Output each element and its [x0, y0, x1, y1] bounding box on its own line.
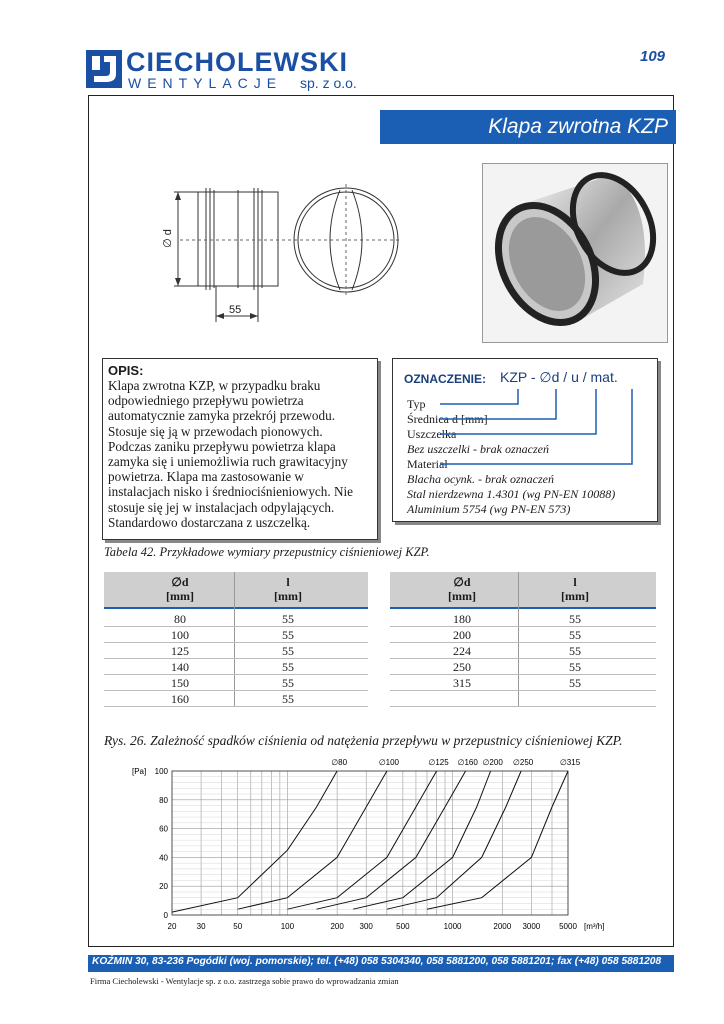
x-tick-label: 200: [330, 922, 344, 931]
designation-item: Materiał: [407, 457, 448, 471]
y-tick-label: 60: [159, 824, 168, 834]
table-cell: 55: [569, 660, 581, 674]
table-left-header-rule: [104, 607, 368, 609]
table-cell: 200: [453, 628, 471, 642]
table-row-divider: [104, 626, 368, 627]
designation-item: Stal nierdzewna 1.4301 (wg PN-EN 10088): [407, 487, 616, 501]
description-heading: OPIS:: [108, 363, 144, 378]
diameter-label: ∅ d: [161, 229, 174, 248]
designation-item: Aluminium 5754 (wg PN-EN 573): [407, 502, 571, 516]
table-row-divider: [104, 706, 368, 707]
table-left-col2-header: l [mm]: [274, 575, 302, 603]
series-label: ∅125: [428, 758, 449, 767]
description-line: instalacjach nisko i średniociśnieniowych. Nie: [108, 484, 354, 500]
designation-item: Uszczelka: [407, 427, 457, 441]
footer-contact: KOŹMIN 30, 83-236 Pogódki (woj. pomorskie); tel. (+48) 058 5304340, 058 5881200, 058 5881201; fax (+48) 058 5881208: [92, 956, 662, 967]
table-cell: 55: [569, 676, 581, 690]
table-cell: 55: [282, 628, 294, 642]
table-cell: 100: [171, 628, 189, 642]
product-photo: [482, 163, 668, 343]
table-cell: 250: [453, 660, 471, 674]
table-right-col1-header: ∅d [mm]: [448, 575, 476, 603]
x-tick-label: 3000: [522, 922, 541, 931]
table-row-divider: [390, 626, 656, 627]
series-line: [172, 771, 337, 912]
description-line: odpowiedniego przepływu powietrza: [108, 393, 304, 409]
table-row-divider: [390, 706, 656, 707]
brand-name: CIECHOLEWSKI: [126, 47, 349, 77]
designation-label: OZNACZENIE:: [404, 372, 486, 386]
table-caption: Tabela 42. Przykładowe wymiary przepustnicy ciśnieniowej KZP.: [104, 545, 430, 559]
series-label: ∅100: [378, 758, 400, 767]
x-tick-label: 300: [359, 922, 373, 931]
table-cell: 180: [453, 612, 471, 626]
table-cell: 55: [282, 644, 294, 658]
pressure-drop-chart: [100, 755, 620, 940]
series-label: ∅160: [457, 758, 478, 767]
table-cell: 55: [282, 676, 294, 690]
series-label: ∅250: [512, 758, 534, 767]
y-tick-label: 20: [159, 882, 168, 892]
description-line: Podczas zaniku przepływu powietrza klapa: [108, 438, 336, 454]
x-tick-label: 2000: [493, 922, 512, 931]
y-tick-label: 80: [159, 795, 168, 805]
series-label: ∅315: [559, 758, 581, 767]
chart-caption: Rys. 26. Zależność spadków ciśnienia od natężenia przepływu w przepustnicy ciśnieniowej KZP.: [104, 733, 623, 748]
table-right-divider: [518, 572, 519, 707]
description-line: Standardowo dostarczana z uszczelką.: [108, 514, 311, 530]
company-logo-icon: [86, 50, 122, 88]
description-line: stosuje się jej w instalacjach odpylających.: [108, 499, 335, 515]
page-title: Klapa zwrotna KZP: [488, 115, 668, 138]
table-row-divider: [390, 690, 656, 691]
series-label: ∅80: [331, 758, 348, 767]
x-tick-label: 20: [167, 922, 177, 931]
brand-company-form: sp. z o.o.: [300, 75, 357, 91]
footer-disclaimer: Firma Ciecholewski - Wentylacje sp. z o.o. zastrzega sobie prawo do wprowadzania zmian: [90, 976, 399, 986]
x-tick-label: 500: [396, 922, 410, 931]
x-tick-label: 30: [196, 922, 206, 931]
description-line: zamyka się i uniemożliwia ruch grawitacyjny: [108, 454, 348, 470]
table-cell: 55: [569, 644, 581, 658]
table-left-col1-header: ∅d [mm]: [166, 575, 194, 603]
table-cell: 140: [171, 660, 189, 674]
table-cell: 150: [171, 676, 189, 690]
x-tick-label: 100: [280, 922, 295, 931]
y-tick-label: 0: [163, 911, 168, 920]
table-left-divider: [234, 572, 235, 707]
table-cell: 55: [569, 628, 581, 642]
description-line: powietrza. Klapa ma zastosowanie w: [108, 469, 304, 485]
description-line: automatycznie zamyka przekrój przewodu.: [108, 408, 336, 424]
x-tick-label: 50: [233, 922, 243, 931]
y-tick-label: 40: [159, 853, 168, 863]
table-right-col2-header: l [mm]: [561, 575, 589, 603]
x-tick-label: 5000: [559, 922, 577, 931]
table-row-divider: [390, 658, 656, 659]
table-row-divider: [390, 674, 656, 675]
table-row-divider: [104, 658, 368, 659]
table-cell: 125: [171, 644, 189, 658]
x-axis-label: [m³/h]: [584, 922, 605, 931]
designation-code: KZP - ∅d / u / mat.: [500, 369, 618, 385]
table-left-header: [104, 572, 368, 608]
designation-item: Bez uszczelki - brak oznaczeń: [407, 442, 549, 456]
table-cell: 224: [453, 644, 471, 658]
y-axis-label: [Pa]: [132, 767, 147, 776]
designation-item: Średnica d [mm]: [407, 412, 488, 426]
brand-subtitle: WENTYLACJE: [128, 75, 283, 91]
table-cell: 55: [282, 612, 294, 626]
table-cell: 55: [569, 612, 581, 626]
table-row-divider: [104, 674, 368, 675]
description-line: Stosuje się ją w przewodach pionowych.: [108, 423, 323, 439]
description-text: [108, 378, 370, 530]
table-right-header-rule: [390, 607, 656, 609]
table-cell: 55: [282, 692, 294, 706]
description-line: Klapa zwrotna KZP, w przypadku braku: [108, 378, 321, 393]
plot-frame: [172, 771, 568, 915]
table-row-divider: [390, 642, 656, 643]
series-label: ∅200: [482, 758, 503, 767]
x-tick-label: 1000: [443, 922, 462, 931]
length-label: 55: [229, 304, 242, 316]
y-tick-label: 100: [154, 767, 168, 776]
designation-item: Typ: [407, 397, 426, 411]
table-right-header: [390, 572, 656, 608]
page-number: 109: [640, 48, 666, 65]
table-row-divider: [104, 642, 368, 643]
table-cell: 160: [171, 692, 189, 706]
designation-item: Blacha ocynk. - brak oznaczeń: [407, 472, 554, 486]
designation-leader-lines: [440, 383, 650, 468]
table-cell: 315: [453, 676, 471, 690]
table-cell: 55: [282, 660, 294, 674]
table-cell: 80: [174, 612, 186, 626]
table-row-divider: [104, 690, 368, 691]
technical-drawing: [150, 180, 410, 330]
